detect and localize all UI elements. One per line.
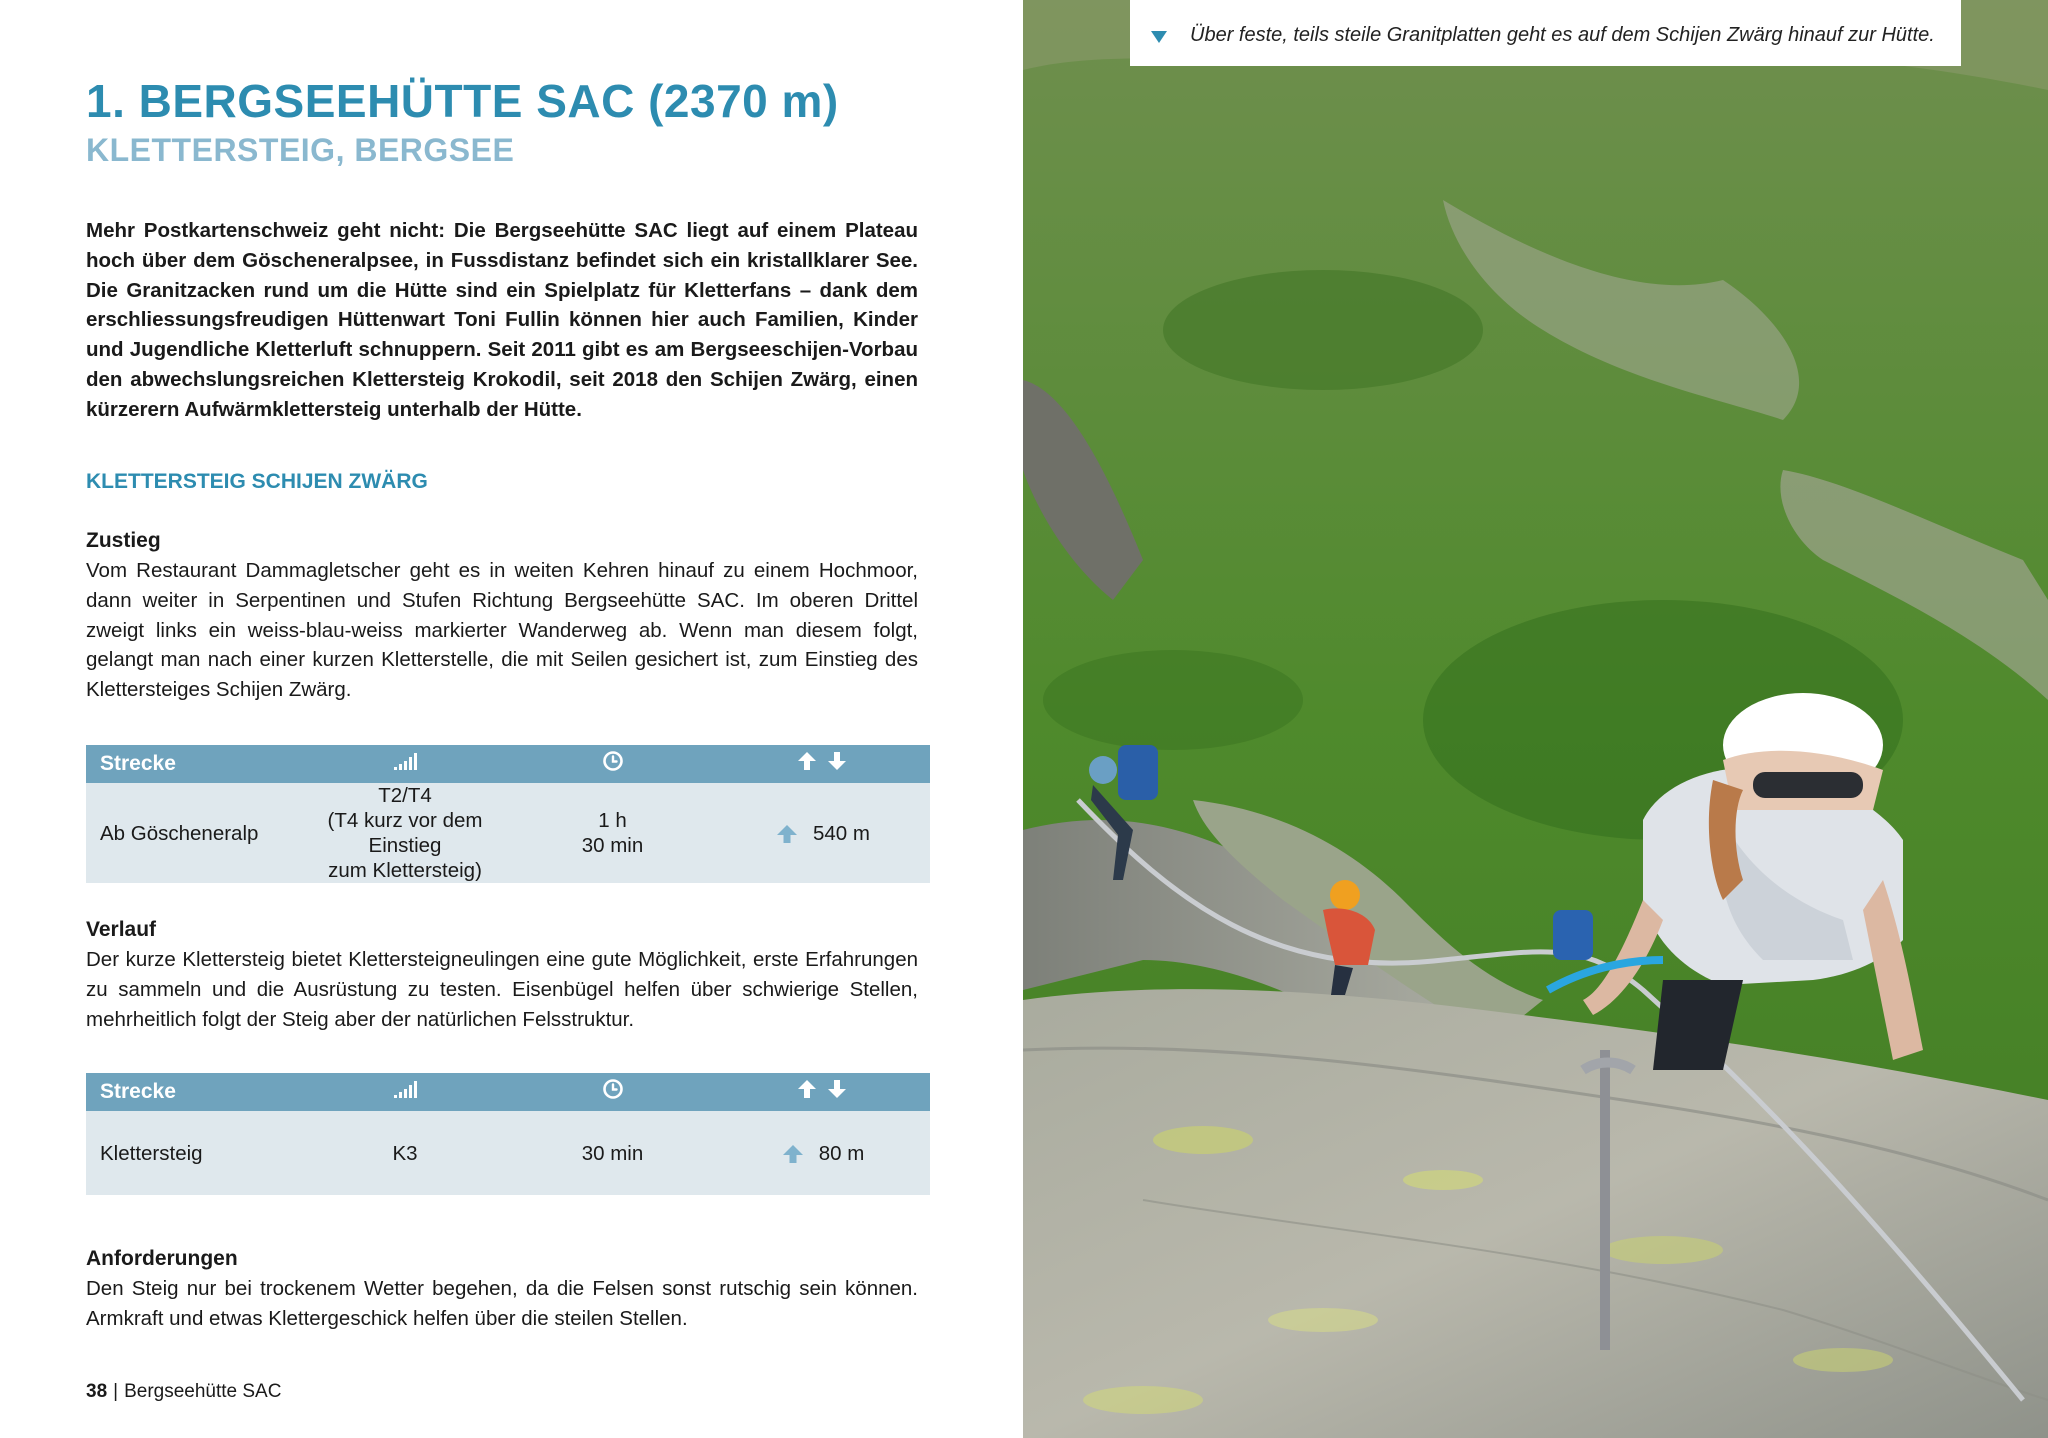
verlauf-text: Der kurze Klettersteig bietet Klettersteigneulingen eine gute Möglichkeit, erste Erfahrungen zu sammeln und die Ausrüstung zu testen. Eisenbügel helfen über schwierige Stellen, mehrheitlich folgt der Steig aber der natürlichen Felsstruktur. [86, 948, 918, 1031]
table-header-row [86, 745, 930, 783]
time-minutes: 30 min [581, 834, 644, 857]
anforderungen-block [86, 1244, 918, 1334]
difficulty-line: T2/T4 [378, 784, 432, 807]
page-subtitle: KLETTERSTEIG, BERGSEE [86, 132, 515, 168]
table-row [86, 783, 930, 883]
up-arrow-icon [775, 823, 799, 845]
header-time [510, 1073, 715, 1111]
header-difficulty [300, 745, 510, 783]
header-elevation [715, 1073, 930, 1111]
page-number: 38 [86, 1381, 108, 1402]
footer-label: Bergseehütte SAC [124, 1381, 282, 1402]
time-value [510, 783, 715, 883]
page-footer [86, 1381, 281, 1403]
climbing-photo [1023, 0, 2048, 1438]
photo-caption: Über feste, teils steile Granitplatten geht es auf dem Schijen Zwärg hinauf zur Hütte. [1190, 24, 1935, 46]
up-down-arrows-icon [796, 1078, 850, 1106]
zustieg-block [86, 526, 918, 705]
elevation-value [715, 783, 930, 883]
photo-caption-box [1130, 0, 1961, 66]
elevation-value [715, 1111, 930, 1195]
header-route: Strecke [86, 745, 300, 783]
signal-bars-icon [392, 751, 418, 777]
anforderungen-heading: Anforderungen [86, 1247, 238, 1270]
table-row [86, 1111, 930, 1195]
up-down-arrows-icon [796, 750, 850, 778]
header-route: Strecke [86, 1073, 300, 1111]
elevation-text: 80 m [818, 1141, 865, 1165]
route-table-1 [86, 745, 930, 883]
header-time [510, 745, 715, 783]
verlauf-heading: Verlauf [86, 918, 157, 941]
time-hours: 1 h [598, 809, 627, 832]
signal-bars-icon [392, 1079, 418, 1105]
clock-icon [602, 750, 624, 778]
difficulty-note-line: (T4 kurz vor dem Einstieg [327, 809, 483, 857]
header-elevation [715, 745, 930, 783]
elevation-text: 540 m [813, 821, 870, 845]
difficulty-value [300, 783, 510, 883]
page-title: 1. BERGSEEHÜTTE SAC (2370 m) [86, 75, 839, 127]
section-heading: KLETTERSTEIG SCHIJEN ZWÄRG [86, 470, 428, 493]
difficulty-value: K3 [300, 1111, 510, 1195]
header-difficulty [300, 1073, 510, 1111]
up-arrow-icon [781, 1143, 805, 1165]
photo-illustration [1023, 0, 2048, 1438]
left-page [0, 0, 1023, 1438]
zustieg-heading: Zustieg [86, 529, 161, 552]
route-name: Klettersteig [86, 1111, 300, 1195]
verlauf-block [86, 915, 918, 1034]
zustieg-text: Vom Restaurant Dammagletscher geht es in weiten Kehren hinauf zu einem Hochmoor, dann weiter in Serpentinen und Stufen Richtung Bergseehütte SAC. Im oberen Drittel zweigt links ein weiss-blau-weiss markierter Wanderweg ab. Wenn man diesem folgt, gelangt man nach einer kurzen Kletterstelle, die mit Seilen gesichert ist, zum Einstieg des Klettersteiges Schijen Zwärg. [86, 559, 918, 702]
clock-icon [602, 1078, 624, 1106]
intro-paragraph: Mehr Postkartenschweiz geht nicht: Die Bergseehütte SAC liegt auf einem Plateau hoch über dem Göscheneralpsee, in Fussdistanz befindet sich ein kristallklarer See. Die Granitzacken rund um die Hütte sind ein Spielplatz für Kletterfans – dank dem erschliessungsfreudigen Hüttenwart Toni Fullin können hier auch Familien, Kinder und Jugendliche Kletterluft schnuppern. Seit 2011 gibt es am Bergseeschijen-Vorbau den abwechslungsreichen Klettersteig Krokodil, seit 2018 den Schijen Zwärg, einen kürzerern Aufwärmklettersteig unterhalb der Hütte. [86, 219, 918, 421]
triangle-down-icon [1150, 30, 1168, 44]
footer-separator: | [113, 1381, 119, 1402]
difficulty-note-line: zum Klettersteig) [328, 859, 482, 882]
route-name: Ab Göscheneralp [86, 783, 300, 883]
anforderungen-text: Den Steig nur bei trockenem Wetter begehen, da die Felsen sonst rutschig sein können. Armkraft und etwas Klettergeschick helfen über die steilen Stellen. [86, 1277, 918, 1330]
table-header-row [86, 1073, 930, 1111]
time-value: 30 min [510, 1111, 715, 1195]
route-table-2 [86, 1073, 930, 1195]
